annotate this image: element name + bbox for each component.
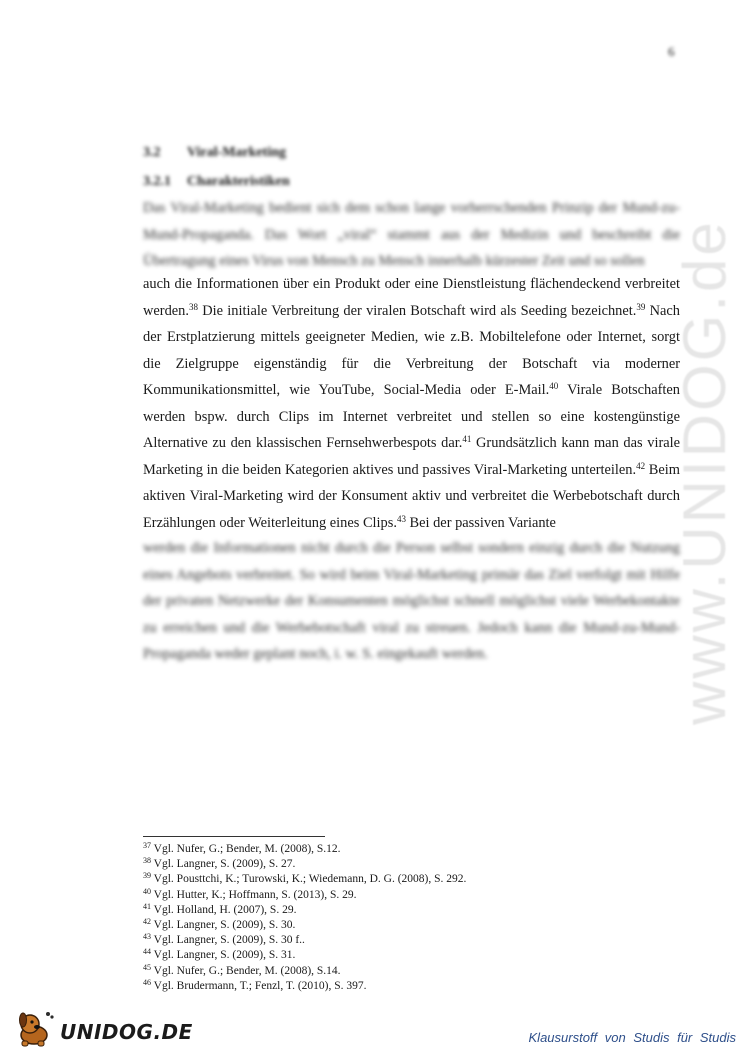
footnote: $^{37}$ Vgl. Nufer, G.; Bender, M. (2008), S.12. <box>143 841 341 855</box>
body-sentence: Beim aktiven Viral-Marketing wird der Konsument aktiv und verbreitet die Werbebotschaft durch Erzählungen oder Weiterleitung eines Clips. <box>143 461 680 531</box>
unidog-logo[interactable] <box>14 1008 193 1048</box>
section-heading <box>143 145 286 161</box>
page-number: 6 <box>668 44 675 59</box>
logo-text: UNIDOG.DE <box>60 1020 193 1044</box>
subsection-number: 3.2.1 <box>143 174 171 189</box>
footnote: $^{40}$ Vgl. Hutter, K.; Hoffmann, S. (2013), S. 29. <box>143 886 357 901</box>
footer-slogan: Klausurstoff von Studis für Studis <box>528 1030 736 1045</box>
dog-mascot-icon <box>14 1008 56 1048</box>
subsection-title: Charakteristiken <box>187 174 290 189</box>
footnote-ref: 43 <box>396 513 406 524</box>
subsection-heading <box>143 174 290 190</box>
body-sentence: Nach der Erstplatzierung mittels geeigneter Medien, wie z.B. Mobiltelefone oder Internet, sorgt die Zielgruppe eigenständig für die Verbreitung der Botschaft via moderner Kommunikationsmittel, wie YouTube, Social-Media oder E-Mail. <box>143 302 680 398</box>
footnote: $^{44}$ Vgl. Langner, S. (2009), S. 31. <box>143 947 296 962</box>
footnote-ref: 41 <box>462 434 472 444</box>
footnote: $^{38}$ Vgl. Langner, S. (2009), S. 27. <box>143 856 296 871</box>
section-title: Viral-Marketing <box>187 145 287 160</box>
footnote-ref: 40 <box>549 381 559 391</box>
body-sentence: Virale Botschaften werden bspw. durch Clips im Internet verbreitet und stellen so eine kostengünstige Alternative zu den klassischen Fernsehwerbespots dar. <box>143 382 680 451</box>
footnote: $^{41}$ Vgl. Holland, H. (2007), S. 29. <box>143 901 297 916</box>
footnote-ref: 42 <box>636 460 646 471</box>
footnote: $^{39}$ Vgl. Pousttchi, K.; Turowski, K.; Wiedemann, D. G. (2008), S. 292. <box>143 871 467 886</box>
footnote-list <box>143 842 703 994</box>
body-sentence: auch die Informationen über ein Produkt oder eine Dienstleistung flächendeckend verbreitet werden. <box>143 276 680 319</box>
footnote: $^{43}$ Vgl. Langner, S. (2009), S. 30 f.. <box>143 932 305 947</box>
footnote: $^{42}$ Vgl. Langner, S. (2009), S. 30. <box>143 917 296 932</box>
body-sentence: Bei der passiven Variante <box>405 514 556 531</box>
footnote-ref: 39 <box>636 301 646 312</box>
blurred-outro-text: werden die Informationen nicht durch die Person selbst sondern einzig durch die Nutzung eines Angebots verbreitet. So wird beim Viral-Marketing primär das Ziel verfolgt mit Hilfe der privaten Netzwerke der Konsumenten möglichst schnell möglichst viele Werbekontakte zu erreichen und die Werbebotschaft viral zu streuen. Jedoch kann die Mund-zu-Mund-Propaganda weder geplant noch, i. w. S. eingekauft werden. <box>143 540 680 662</box>
footnote-ref: 38 <box>188 301 198 312</box>
body-paragraph <box>143 271 680 536</box>
footnote-separator <box>143 836 325 837</box>
body-sentence: Die initiale Verbreitung der viralen Botschaft wird als Seeding bezeichnet. <box>197 302 637 319</box>
body-sentence: Grundsätzlich kann man das virale Marketing in die beiden Kategorien aktives und passives Viral-Marketing unterteilen. <box>143 435 681 478</box>
watermark: www.UNIDOG.de <box>671 219 738 725</box>
blurred-intro-text: Das Viral-Marketing bedient sich dem schon lange vorherrschenden Prinzip der Mund-zu-Mund-Propaganda. Das Wort „viral“ stammt aus der Medizin und beschreibt die Übertragung eines Virus von Mensch zu Mensch innerhalb kürzester Zeit und so sollen <box>143 200 680 269</box>
footnote: $^{45}$ Vgl. Nufer, G.; Bender, M. (2008), S.14. <box>143 962 341 977</box>
footnote: $^{46}$ Vgl. Brudermann, T.; Fenzl, T. (2010), S. 397. <box>143 977 367 992</box>
section-number: 3.2 <box>143 145 161 160</box>
